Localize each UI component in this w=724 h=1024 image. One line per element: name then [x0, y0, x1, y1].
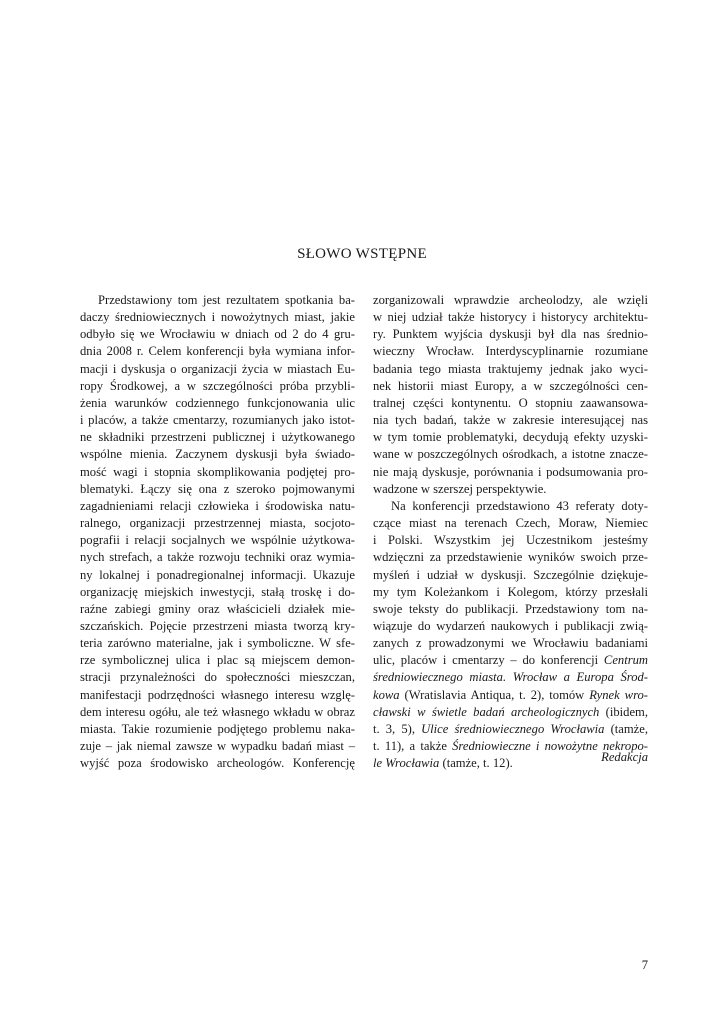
text-line: i Polski. Wszystkim jej Uczestnikom jesteśmy — [373, 533, 648, 548]
text-line: macji i dyskusja o organizacji życia w miastach Eu- — [80, 361, 355, 376]
text-line: ulic, placów i cmentarzy – do konferencji Centrum — [373, 653, 648, 668]
text-line: my tym Koleżankom i Kolegom, którzy przesłali — [373, 584, 648, 599]
text-line: w tym tomie problematyki, decydują efekty uzyski- — [373, 430, 648, 445]
text-line: i placów, a także cmentarzy, rozumianych jako istot- — [80, 413, 355, 428]
text-line: wdzięczni za przedstawienie wyników swoich prze- — [373, 550, 648, 565]
text-line: manifestacji podrzędności własnego interesu wzglę- — [80, 687, 355, 702]
text-line: Na konferencji przedstawiono 43 referaty doty- — [391, 498, 648, 513]
text-line: ry. Punktem wyjścia dyskusji był dla nas średnio- — [373, 327, 648, 342]
text-line: zanych z prowadzonymi we Wrocławiu badaniami — [373, 636, 648, 651]
text-line: nie mają dyskusje, porównania i podsumowania pro- — [373, 464, 648, 479]
text-line: tralnej części kontynentu. O stopniu zaawansowa- — [373, 395, 648, 410]
paragraph-continuation — [373, 292, 648, 498]
text-line: wyjść poza środowisko archeologów. Konferencję — [80, 756, 355, 771]
text-line: ropy Środkowej, a w szczególności próba przybli- — [80, 378, 355, 393]
text-line: czące miast na terenach Czech, Moraw, Niemiec — [373, 516, 648, 531]
text-line: dem interesu ogółu, ale też własnego wkładu w obraz — [80, 704, 355, 719]
text-line: średniowiecznego miasta. Wrocław a Europa Środ- — [373, 670, 648, 685]
page-title: SŁOWO WSTĘPNE — [297, 246, 427, 262]
text-line: żenia warunków codziennego funkcjonowania ulic — [80, 395, 355, 410]
text-line: t. 3, 5), Ulice średniowiecznego Wrocławia (tamże, — [373, 721, 648, 736]
text-line: organizację miejskich inwestycji, stałą troskę i do- — [80, 584, 355, 599]
left-column — [80, 292, 355, 772]
text-line: mość wagi i stopnia skomplikowania podjętej pro- — [80, 464, 355, 479]
text-line: wiązuje do wydarzeń naukowych i publikacji zwią- — [373, 618, 648, 633]
text-line: raźne zabiegi gminy oraz właścicieli działek mie- — [80, 601, 355, 616]
text-line: daczy średniowiecznych i nowożytnych miast, jakie — [80, 310, 355, 325]
text-line: wane w poszczególnych ośrodkach, a istotne znacze- — [373, 447, 648, 462]
text-line: w niej udział także historycy i historycy architektu- — [373, 310, 648, 325]
text-line: zuje – jak niemal zawsze w wypadku badań miast – — [80, 739, 355, 754]
text-line: ny lokalnej i ponadregionalnej informacji. Ukazuje — [80, 567, 355, 582]
right-column — [373, 292, 648, 772]
text-line: teria zarówno materialne, jak i symboliczne. W sfe- — [80, 636, 355, 651]
text-line: nek historii miast Europy, a w szczególności cen- — [373, 378, 648, 393]
text-line: stracji przynależności do społeczności mieszczan, — [80, 670, 355, 685]
text-line: wadzone w szerszej perspektywie. — [373, 481, 547, 496]
text-line: dnia 2008 r. Celem konferencji była wymiana infor- — [80, 344, 355, 359]
text-line: wieczny Wrocław. Interdyscyplinarnie rozumiane — [373, 344, 648, 359]
text-line: ralnego, organizacji przestrzennej miasta, socjoto- — [80, 516, 355, 531]
text-line: myśleń i udział w dyskusji. Szczególnie dziękuje- — [373, 567, 648, 582]
paragraph-conference — [373, 498, 648, 652]
page-number: 7 — [641, 958, 648, 972]
text-line: wspólne mienia. Zaczynem dyskusji była świado- — [80, 447, 355, 462]
signature: Redakcja — [601, 750, 648, 764]
text-line: zagadnieniami relacji człowieka i środowiska natu- — [80, 498, 355, 513]
text-line: pografii i relacji socjalnych we wspólnie użytkowa- — [80, 533, 355, 548]
text-line: badania tego miasta traktujemy jednak jako wyci- — [373, 361, 648, 376]
text-line: odbyło się we Wrocławiu w dniach od 2 do 4 gru- — [80, 327, 355, 342]
text-line: nia tych badań, także w zakresie interesującej nas — [373, 413, 648, 428]
text-line: le Wrocławia (tamże, t. 12). — [373, 756, 513, 771]
text-line: t. 11), a także Średniowieczne i nowożytne nekropo- — [373, 739, 648, 754]
text-line: rze symbolicznej ulica i plac są miejscem demon- — [80, 653, 355, 668]
text-line: kowa (Wratislavia Antiqua, t. 2), tomów Rynek wro- — [373, 687, 648, 702]
text-line: zorganizowali wprawdzie archeolodzy, ale wzięli — [373, 293, 648, 307]
text-line: Przedstawiony tom jest rezultatem spotkania ba- — [98, 293, 355, 307]
text-line: swoje teksty do publikacji. Przedstawiony tom na- — [373, 601, 648, 616]
text-line: ne składniki przestrzeni publicznej i użytkowanego — [80, 430, 355, 445]
text-line: cławski w świetle badań archeologicznych (ibidem, — [373, 704, 648, 719]
text-line: nych strefach, a także rozwoju techniki oraz wymia- — [80, 550, 355, 565]
text-line: miasta. Takie rozumienie podjętego problemu naka- — [80, 721, 355, 736]
text-line: blematyki. Łączy się ona z szeroko pojmowanymi — [80, 481, 355, 496]
text-line: szczańskich. Pojęcie przestrzeni miasta tworzą kry- — [80, 618, 355, 633]
